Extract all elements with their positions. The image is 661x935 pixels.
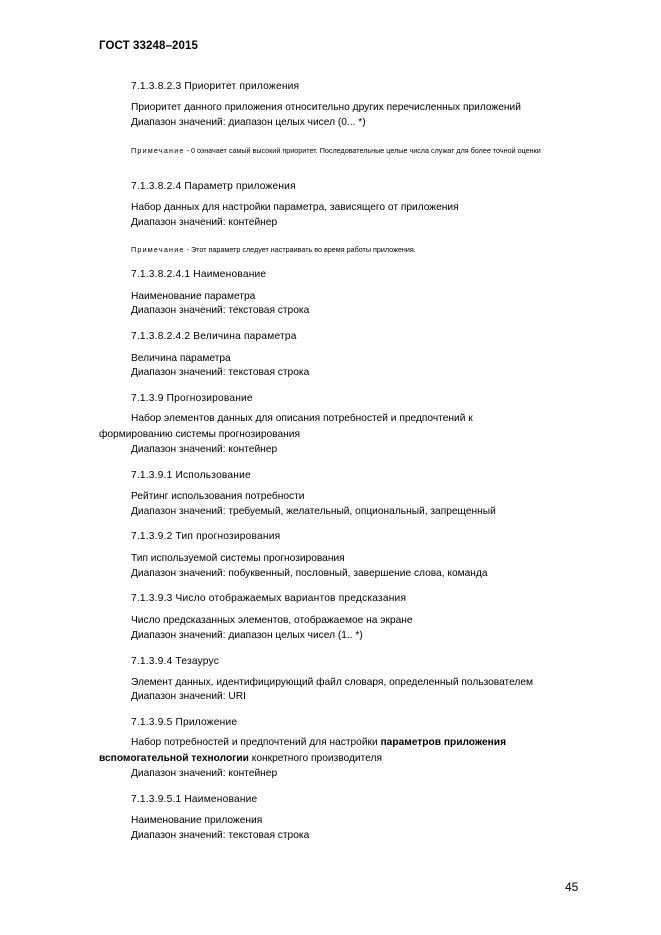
section-description: Тип используемой системы прогнозирования — [131, 553, 345, 564]
section-value-range: Диапазон значений: диапазон целых чисел (0... *) — [131, 117, 366, 128]
section-value-range: Диапазон значений: текстовая строка — [131, 367, 310, 378]
section-heading: 7.1.3.9.5.1 Наименование — [131, 794, 258, 805]
page-number: 45 — [565, 880, 579, 894]
section-heading: 7.1.3.8.2.4.1 Наименование — [131, 269, 267, 280]
section-heading: 7.1.3.9.5 Приложение — [131, 717, 238, 728]
section-description: Рейтинг использования потребности — [131, 491, 305, 502]
section-value-range: Диапазон значений: контейнер — [131, 444, 278, 455]
description-text: Набор потребностей и предпочтений для настройки — [131, 737, 381, 748]
section-description: Наименование приложения — [131, 815, 263, 826]
note — [99, 145, 601, 156]
section-heading: 7.1.3.8.2.4 Параметр приложения — [131, 181, 296, 192]
description-text: конкретного производителя — [248, 752, 382, 764]
note-text: - 0 означает самый высокий приоритет. Последовательные целые числа служат для более точной оценки — [184, 146, 541, 155]
section-value-range: Диапазон значений: диапазон целых чисел (1.. *) — [131, 630, 363, 641]
section-heading: 7.1.3.9.2 Тип прогнозирования — [131, 531, 281, 542]
section-heading: 7.1.3.9.3 Число отображаемых вариантов предсказания — [131, 593, 407, 604]
section-heading: 7.1.3.9.1 Использование — [131, 470, 251, 481]
section-value-range: Диапазон значений: контейнер — [131, 217, 278, 228]
section-heading: 7.1.3.8.2.3 Приоритет приложения — [131, 81, 300, 92]
document-header: ГОСТ 33248–2015 — [99, 40, 199, 52]
section-description — [99, 735, 549, 766]
note — [99, 244, 601, 255]
section-description: Набор элементов данных для описания потребностей и предпочтений к формированию системы прогнозирования — [99, 413, 473, 440]
section-heading: 7.1.3.9.4 Тезаурус — [131, 656, 219, 667]
section-value-range: Диапазон значений: текстовая строка — [131, 305, 310, 316]
section-value-range: Диапазон значений: URI — [131, 691, 246, 702]
section-value-range: Диапазон значений: контейнер — [131, 768, 278, 779]
section-heading: 7.1.3.8.2.4.2 Величина параметра — [131, 331, 297, 342]
section-description: Элемент данных, идентифицирующий файл словаря, определенный пользователем — [131, 677, 534, 688]
note-label: Примечание — [131, 245, 185, 254]
section-value-range: Диапазон значений: текстовая строка — [131, 830, 310, 841]
section-heading: 7.1.3.9 Прогнозирование — [131, 393, 253, 404]
note-label: Примечание — [131, 146, 185, 155]
section-description: Набор данных для настройки параметра, зависящего от приложения — [131, 202, 459, 213]
description-bold-text: параметров приложения вспомогательной технологии — [99, 737, 507, 764]
section-value-range: Диапазон значений: побуквенный, пословный, завершение слова, команда — [131, 568, 488, 579]
note-text: - Этот параметр следует настраивать во время работы приложения. — [184, 245, 416, 254]
section-value-range: Диапазон значений: требуемый, желательный, опциональный, запрещенный — [131, 506, 496, 517]
section-description: Число предсказанных элементов, отображаемое на экране — [131, 615, 413, 626]
section-description: Приоритет данного приложения относительно других перечисленных приложений — [131, 102, 521, 113]
section-description: Величина параметра — [131, 353, 231, 364]
section-description: Наименование параметра — [131, 291, 256, 302]
